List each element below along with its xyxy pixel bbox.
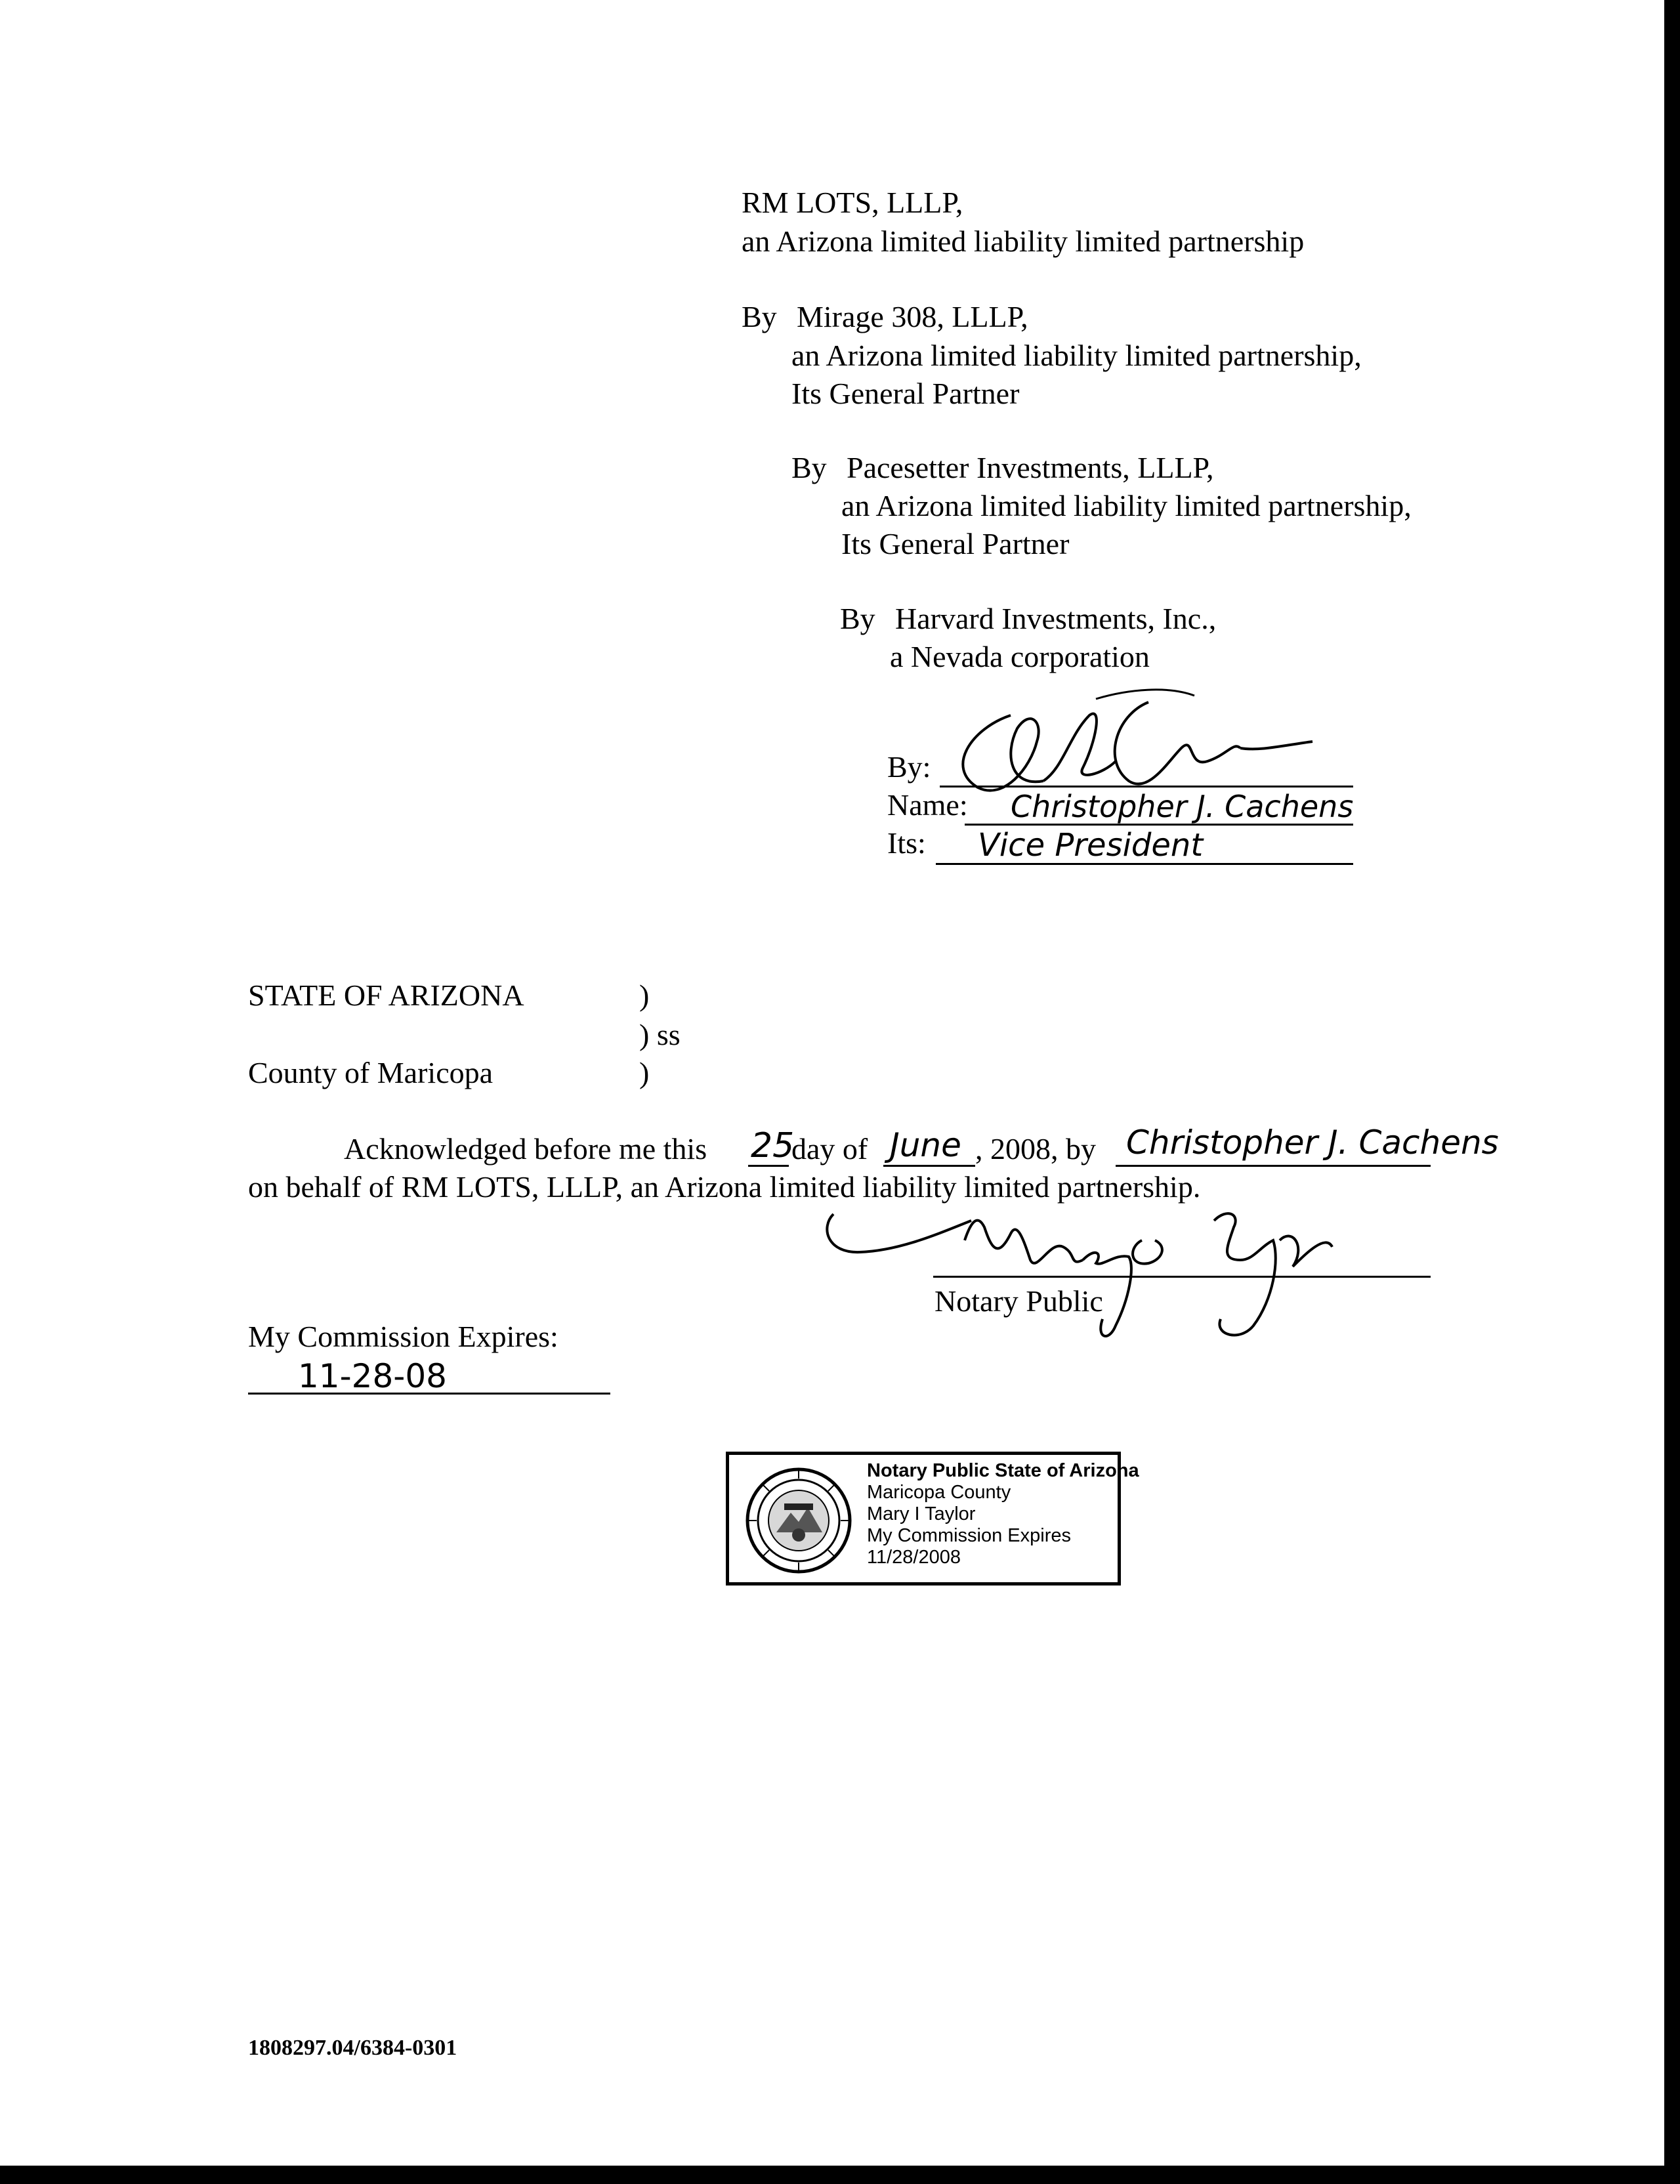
venue-paren-3: )	[639, 1056, 650, 1089]
by-label-2: By	[791, 451, 827, 484]
stamp-line-4: My Commission Expires	[867, 1525, 1071, 1546]
its-signature-line	[936, 863, 1353, 865]
stamp-line-1: Notary Public State of Arizona	[867, 1460, 1139, 1481]
by-label-1: By	[742, 300, 777, 333]
general-partner-1-name: Mirage 308, LLLP,	[797, 300, 1028, 333]
name-field-value: Christopher J. Cachens	[1011, 789, 1354, 824]
entity-name: RM LOTS, LLLP,	[742, 186, 963, 219]
person-line	[1116, 1165, 1431, 1167]
stamp-line-2: Maricopa County	[867, 1482, 1011, 1503]
stamp-text	[867, 1460, 1139, 1568]
general-partner-3-type: a Nevada corporation	[890, 640, 1150, 673]
venue-county: County of Maricopa	[248, 1056, 494, 1089]
general-partner-3-name: Harvard Investments, Inc.,	[895, 602, 1217, 635]
general-partner-1-type: an Arizona limited liability limited partnership,	[791, 339, 1362, 372]
stamp-line-3: Mary I Taylor	[867, 1503, 976, 1524]
commission-expires-label: My Commission Expires:	[248, 1320, 558, 1353]
month-line	[883, 1165, 975, 1167]
notary-signature-line	[933, 1276, 1431, 1278]
venue-state: STATE OF ARIZONA	[248, 978, 524, 1012]
entity-type: an Arizona limited liability limited partnership	[742, 224, 1305, 258]
commission-expires-value: 11-28-08	[298, 1357, 447, 1395]
signatory-signature	[932, 689, 1339, 807]
venue-ss: ) ss	[639, 1018, 681, 1051]
acknowledgment-month: June	[890, 1126, 961, 1164]
general-partner-2-role: Its General Partner	[841, 527, 1070, 560]
general-partner-2-type: an Arizona limited liability limited partnership,	[841, 489, 1412, 522]
notary-stamp	[726, 1452, 1139, 1586]
name-field-label: Name:	[887, 788, 968, 822]
name-signature-line	[965, 824, 1353, 826]
acknowledgment-day: 25	[751, 1126, 795, 1166]
document-number: 1808297.04/6384-0301	[248, 2036, 457, 2060]
acknowledgment-line-2: on behalf of RM LOTS, LLLP, an Arizona limited liability limited partnership.	[248, 1170, 1201, 1204]
arizona-seal-icon	[745, 1467, 852, 1574]
acknowledgment-prefix: Acknowledged before me this	[344, 1132, 707, 1166]
commission-expires-line	[248, 1393, 610, 1395]
its-field-label: Its:	[887, 826, 926, 860]
acknowledgment-day-of: day of	[791, 1132, 868, 1166]
by-field-label: By:	[887, 750, 931, 784]
notary-public-label: Notary Public	[934, 1284, 1103, 1318]
day-line	[748, 1165, 789, 1167]
acknowledgment-year-by: , 2008, by	[975, 1132, 1096, 1166]
stamp-line-5: 11/28/2008	[867, 1547, 961, 1568]
by-label-3: By	[840, 602, 875, 635]
general-partner-2-name: Pacesetter Investments, LLLP,	[847, 451, 1214, 484]
venue-paren-1: )	[639, 978, 650, 1012]
acknowledgment-person: Christopher J. Cachens	[1126, 1124, 1499, 1162]
its-field-value: Vice President	[978, 827, 1204, 864]
general-partner-1-role: Its General Partner	[791, 377, 1020, 410]
